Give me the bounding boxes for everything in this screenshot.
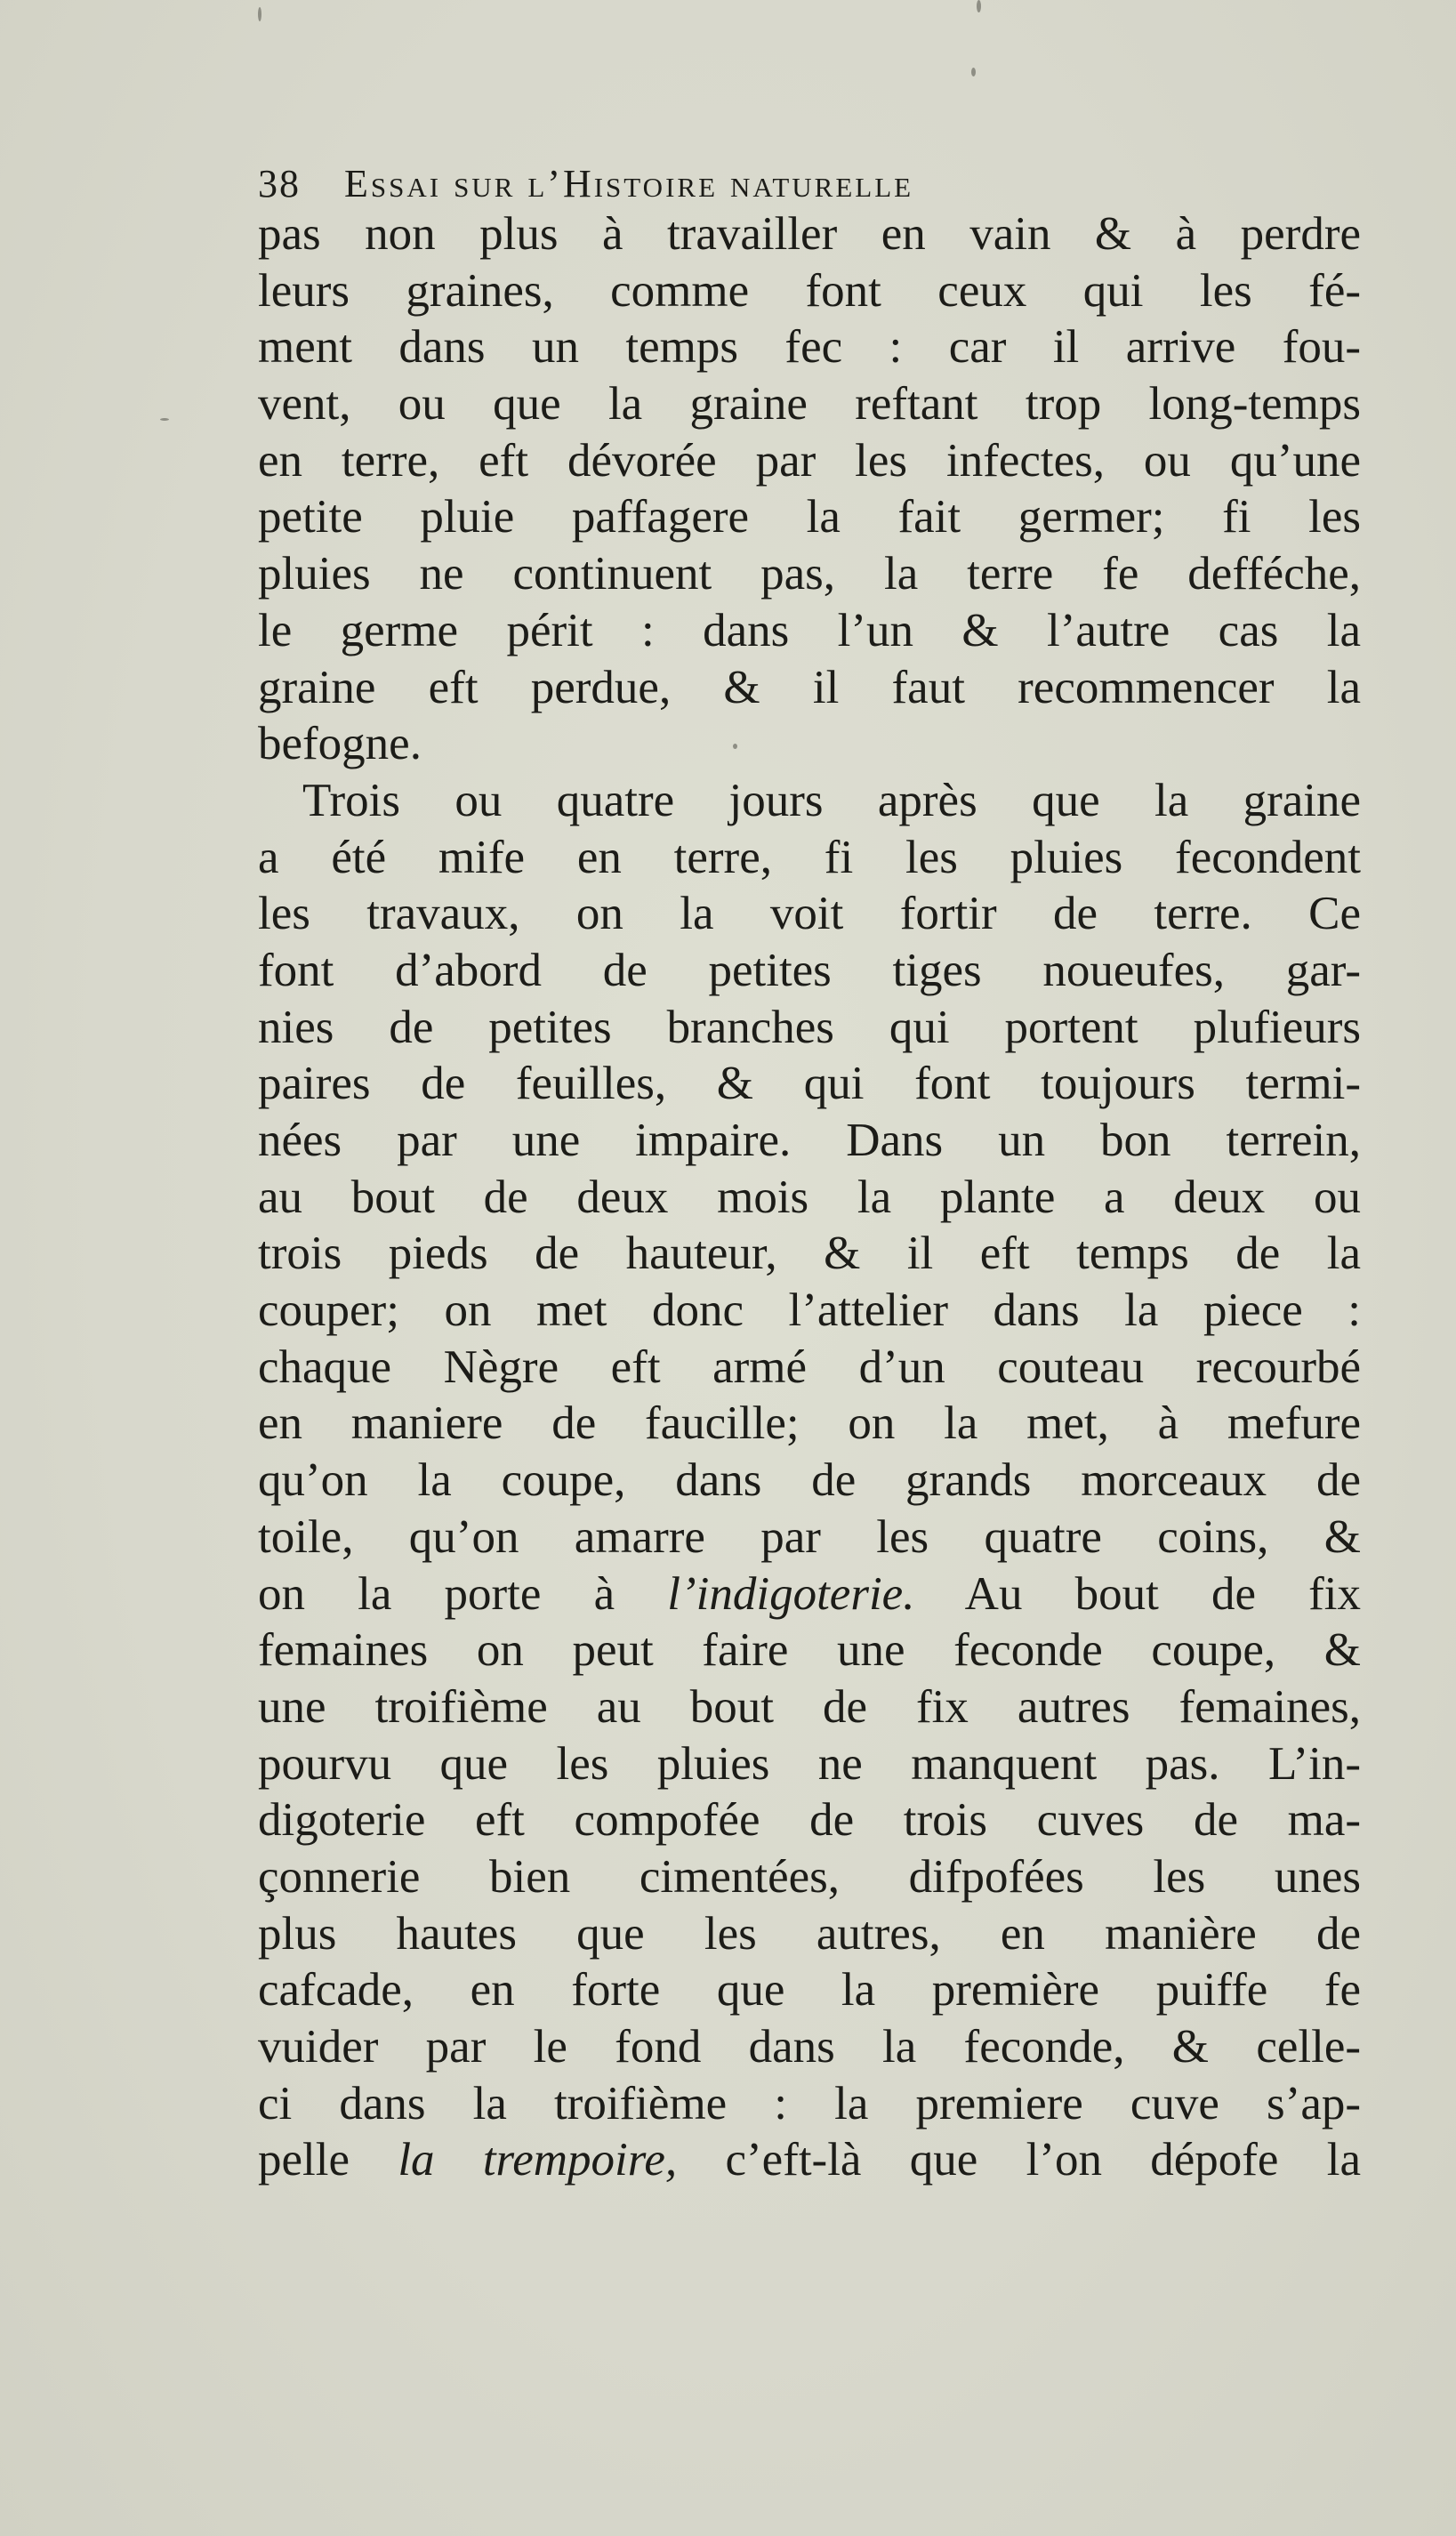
text-line: en maniere de faucille; on la met, à mefure [258,1397,1361,1450]
text-line: digoterie eft compofée de trois cuves de ma- [258,1794,1361,1847]
text-line: trois pieds de hauteur, & il eft temps de la [258,1228,1361,1280]
text-line: petite pluie paffagere la fait germer; fi les [258,491,1361,543]
text-line: ment dans un temps fec : car il arrive fou- [258,321,1361,374]
page-number: 38 [258,162,301,205]
text-line: pas non plus à travailler en vain & à perdre [258,208,1361,260]
text-line: nies de petites branches qui portent plufieurs [258,1001,1361,1053]
text-line: leurs graines, comme font ceux qui les fé- [258,264,1361,317]
text-line: befogne. [258,718,422,770]
text-line-with-italic [258,1566,1361,1623]
text-segment: on la porte à [258,1567,668,1620]
text-line: une troifième au bout de fix autres femaines, [258,1680,1361,1733]
paper-speck [971,68,976,76]
text-line: le germe périt : dans l’un & l’autre cas la [258,604,1361,656]
text-line: a été mife en terre, fi les pluies fecondent [258,831,1361,883]
text-line: ci dans la troifième : la premiere cuve s’ap- [258,2077,1361,2129]
text-line: femaines on peut faire une feconde coupe, & [258,1624,1361,1677]
text-line: chaque Nègre eft armé d’un couteau recourbé [258,1340,1361,1393]
italic-term: l’indigoterie. [667,1567,915,1620]
text-line: toile, qu’on amarre par les quatre coins, & [258,1510,1361,1563]
text-line: nées par une impaire. Dans un bon terrein, [258,1115,1361,1166]
italic-term: la trempoire, [398,2134,678,2186]
text-line: vent, ou que la graine reftant trop long-temps [258,378,1361,431]
text-line: plus hautes que les autres, en manière de [258,1907,1361,1960]
text-line: vuider par le fond dans la feconde, & celle- [258,2021,1361,2073]
running-title: Essai sur l’Histoire naturelle [344,162,914,205]
text-segment: Au bout de fix [914,1567,1361,1620]
text-line: au bout de deux mois la plante a deux ou [258,1171,1361,1223]
text-line: Trois ou quatre jours après que la graine [302,774,1361,826]
body-text [258,206,1361,2189]
text-line: couper; on met donc l’attelier dans la piece : [258,1284,1361,1337]
paper-speck [977,0,981,12]
text-line-with-italic [258,2132,1361,2189]
text-line: pourvu que les pluies ne manquent pas. L’in- [258,1737,1361,1790]
text-line: cafcade, en forte que la première puiffe fe [258,1964,1361,2017]
text-line: en terre, eft dévorée par les infectes, ou qu’une [258,434,1361,487]
text-line: paires de feuilles, & qui font toujours termi- [258,1058,1361,1110]
text-line: çonnerie bien cimentées, difpofées les unes [258,1850,1361,1903]
text-segment: pelle [258,2134,398,2186]
text-line: les travaux, on la voit fortir de terre. Ce [258,888,1361,940]
text-line: graine eft perdue, & il faut recommencer la [258,661,1361,713]
text-line: qu’on la coupe, dans de grands morceaux de [258,1454,1361,1507]
text-line: font d’abord de petites tiges noueufes, gar- [258,944,1361,996]
text-segment: c’eft-là que l’on dépofe la [677,2134,1361,2186]
paper-speck [160,418,169,421]
text-line: pluies ne continuent pas, la terre fe defféche, [258,548,1361,600]
paper-speck [258,7,261,21]
